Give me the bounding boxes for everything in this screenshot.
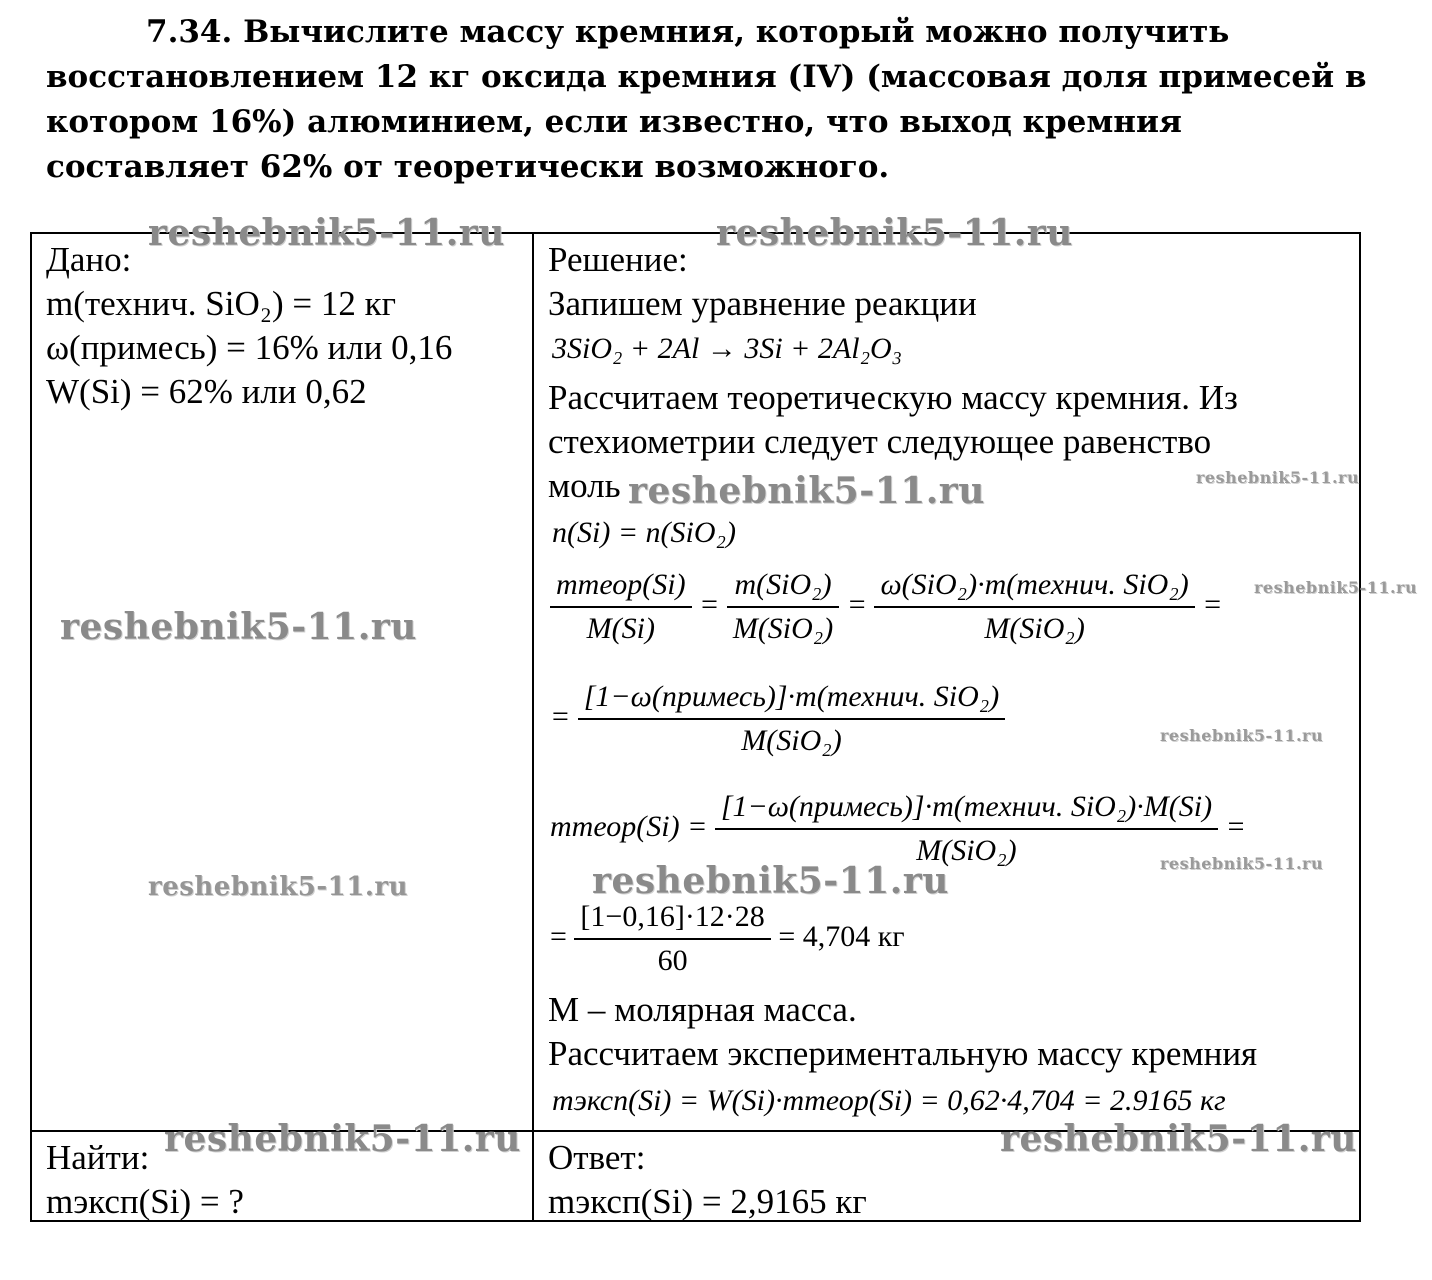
equation-moles: n(Si) = n(SiO₂) bbox=[552, 516, 736, 549]
fraction: $\frac{\text{[1−ω(примесь)]·m(технич. SiO₂)·M(Si)}}{\text{M(SiO₂)}}$ bbox=[715, 790, 1218, 868]
watermark: reshebnik5-11.ru bbox=[716, 212, 1073, 254]
solution-para1-line3: моль bbox=[548, 466, 621, 505]
answer-value: mэксп(Si) = 2,9165 кг bbox=[548, 1182, 867, 1221]
watermark: reshebnik5-11.ru bbox=[164, 1118, 521, 1160]
watermark: reshebnik5-11.ru bbox=[1160, 726, 1324, 745]
watermark: reshebnik5-11.ru bbox=[1160, 854, 1324, 873]
watermark: reshebnik5-11.ru bbox=[148, 872, 409, 902]
reaction-equation: 3SiO₂ + 2Al → 3Si + 2Al₂O₃ bbox=[552, 332, 903, 365]
solution-para1-line1: Рассчитаем теоретическую массу кремния. Из bbox=[548, 378, 1238, 417]
fraction: $\frac{\text{[1−ω(примесь)]·m(технич. SiO₂)}}{\text{M(SiO₂)}}$ bbox=[578, 680, 1005, 758]
watermark: reshebnik5-11.ru bbox=[148, 212, 505, 254]
equation-experimental-mass: mэксп(Si) = W(Si)·mтеор(Si) = 0,62·4,704 = 2.9165 кг bbox=[552, 1084, 1226, 1117]
solution-intro: Запишем уравнение реакции bbox=[548, 284, 977, 323]
solution-heading: Решение: bbox=[548, 240, 688, 279]
fraction: $\frac{\text{m(SiO₂)}}{\text{M(SiO₂)}}$ bbox=[727, 568, 839, 646]
watermark: reshebnik5-11.ru bbox=[628, 470, 985, 512]
find-target: mэксп(Si) = ? bbox=[46, 1182, 244, 1221]
column-divider bbox=[532, 234, 534, 1220]
fraction: $\frac{\text{mтеор(Si)}}{M(Si)}$ bbox=[550, 568, 692, 646]
molar-mass-note: M – молярная масса. bbox=[548, 990, 857, 1029]
find-heading: Найти: bbox=[46, 1138, 150, 1177]
given-yield: W(Si) = 62% или 0,62 bbox=[46, 372, 367, 411]
equation-ratio: $\frac{\text{mтеор(Si)}}{M(Si)}$ = $\frac{\text{m(SiO₂)}}{\text{M(SiO₂)}}$ = $\frac{\text{ω(SiO₂)·m(технич. SiO₂)}}{\text{M(SiO₂)}}$ = bbox=[550, 568, 1223, 646]
problem-statement: 7.34. Вычислите массу кремния, который можно получить восстановлением 12 кг оксида кремния (IV) (массовая доля примесей в котором 16%) алюминием, если известно, что выход кремния составляет 62% от теоретически возможного. bbox=[46, 14, 1367, 185]
watermark: reshebnik5-11.ru bbox=[1254, 578, 1418, 597]
watermark: reshebnik5-11.ru bbox=[1196, 468, 1360, 487]
given-heading: Дано: bbox=[46, 240, 132, 279]
equation-expanded: = $\frac{\text{[1−ω(примесь)]·m(технич. SiO₂)}}{\text{M(SiO₂)}}$ bbox=[550, 680, 1005, 758]
fraction: $\frac{\text{ω(SiO₂)·m(технич. SiO₂)}}{\text{M(SiO₂)}}$ bbox=[874, 568, 1194, 646]
given-impurity: ω(примесь) = 16% или 0,16 bbox=[46, 328, 453, 367]
solution-para2: Рассчитаем экспериментальную массу кремния bbox=[548, 1034, 1258, 1073]
watermark: reshebnik5-11.ru bbox=[592, 860, 949, 902]
fraction: $\frac{[1-0,16]\cdot 12\cdot 28}{60}$ bbox=[574, 900, 770, 978]
equation-theoretical-mass: mтеор(Si) = $\frac{\text{[1−ω(примесь)]·m(технич. SiO₂)·M(Si)}}{\text{M(SiO₂)}}$ = bbox=[550, 790, 1246, 867]
answer-heading: Ответ: bbox=[548, 1138, 646, 1177]
equation-numeric: = $\frac{[1-0,16]\cdot 12\cdot 28}{60}$ = 4,704 кг bbox=[550, 900, 905, 977]
given-mass: m(технич. SiO₂) = 12 кг bbox=[46, 284, 396, 323]
watermark: reshebnik5-11.ru bbox=[1000, 1118, 1357, 1160]
watermark: reshebnik5-11.ru bbox=[60, 606, 417, 648]
solution-para1-line2: стехиометрии следует следующее равенство bbox=[548, 422, 1212, 461]
